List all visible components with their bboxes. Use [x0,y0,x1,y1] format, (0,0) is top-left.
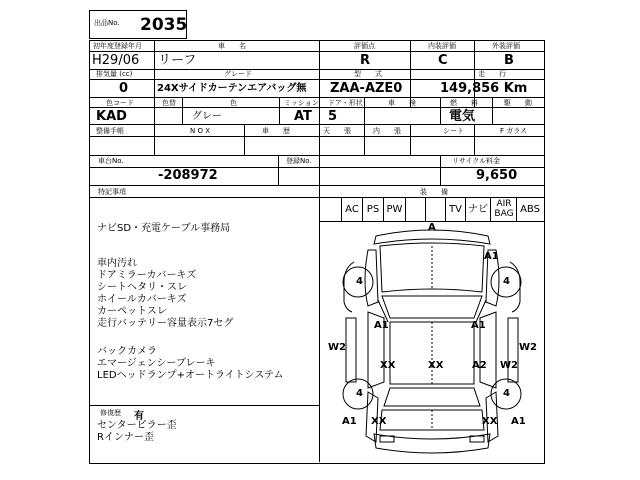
interior-grade-value: C [438,53,448,68]
mission-value: AT [294,109,312,124]
recycle-fee-value: 9,650 [476,168,518,183]
score-value: R [360,53,371,68]
nox-label: N O X [190,127,210,135]
damage-pillar-left: A1 [374,320,389,331]
interior-grade-label: 内装評価 [428,42,456,50]
note-item: バックカメラ [97,346,157,357]
exterior-grade-value: B [504,53,514,68]
fuel-value: 電気 [449,109,476,124]
damage-mid-left: XX [380,360,396,371]
note-item: エマージェンシーブレーキ [97,358,216,369]
first-registration-value: H29/06 [92,53,140,68]
notes-block-2 [97,258,233,330]
damage-bottom-xx-right: XX [482,416,498,427]
note-item: ドアミラーカバーキズ [97,270,197,281]
note-item: カーペットスレ [97,306,167,317]
damage-mid-right: XX [428,360,444,371]
note-item: 走行バッテリー容量表示7セグ [97,318,234,329]
grade-value: 24Xサイドカーテンエアバッグ無 [157,83,307,94]
note-line-1: ナビSD・充電ケーブル事務局 [97,223,231,234]
equip-pw: PW [386,204,403,215]
score-label: 評価点 [354,42,375,50]
damage-front: A [428,222,436,233]
front-glass-label: F ガラス [500,127,528,135]
color-label: 色 [230,99,237,107]
history-label: 車 歴 [262,127,290,135]
chassis-value: -208972 [158,168,218,183]
equip-navi: ナビ [468,204,488,215]
first-registration-label: 初年度登録年月 [93,42,142,50]
exterior-grade-label: 外装評価 [492,42,520,50]
repair-lines [97,420,177,444]
doors-label: ドア・形状 [328,99,363,107]
equip-tv: TV [449,204,462,215]
doors-value: 5 [328,109,338,124]
damage-bottom-xx-left: XX [371,416,387,427]
lot-box [89,10,187,39]
note-item: 車内汚れ [97,258,137,269]
displacement-label: 排気量 (cc) [96,70,133,78]
chassis-label: 車台No. [98,157,124,165]
damage-rear-right: A2 [472,360,487,371]
repair-item: Rインナー歪 [97,432,154,443]
lot-label: 出品No. [94,19,120,27]
damage-wheel-fr: 4 [503,276,510,287]
grade-label: グレード [224,70,252,78]
seat-label: シート [443,127,464,135]
color-value: グレー [192,111,222,122]
note-item: ホイールカバーキズ [97,294,187,305]
lot-number: 2035 [140,15,188,35]
mileage-value: 149,856 Km [440,81,528,96]
color-code-label: 色コード [106,99,134,107]
repair-history-label: 修復歴 [100,409,121,417]
damage-front-right: A1 [484,251,499,262]
damage-pillar-right: A1 [471,320,486,331]
displacement-value: 0 [119,81,129,96]
color-change-label: 色替 [162,99,176,107]
note-item: LEDヘッドランプ+オートライトシステム [97,370,284,381]
equip-ps: PS [366,204,380,215]
damage-bottom-a1-left: A1 [342,416,357,427]
damage-bottom-a1-right: A1 [511,416,526,427]
mileage-label: 走 行 [478,70,506,78]
inspection-label: 車 検 [388,99,416,107]
maintenance-book-label: 整備手帳 [96,127,124,135]
equip-airbag: AIR BAG [494,199,514,219]
roof-lining-label: 天 張 [323,127,351,135]
repair-history-value: 有 [134,411,144,422]
equipment-header: 装 備 [420,188,448,196]
color-code-value: KAD [96,109,127,124]
damage-rear-w2: W2 [500,360,518,371]
damage-side-left: W2 [328,342,346,353]
recycle-fee-label: リサイクル料金 [452,157,501,165]
mission-label: ミッション [284,99,319,107]
interior-lining-label: 内 張 [373,127,401,135]
equip-abs: ABS [520,204,540,215]
note-item: シートヘタリ・スレ [97,282,187,293]
notes-header: 特記事項 [98,188,126,196]
damage-wheel-fl: 4 [356,276,363,287]
registration-label: 登録No. [286,157,312,165]
repair-item: センターピラー歪 [97,420,177,431]
model-code-label: 型 式 [354,70,382,78]
fuel-label: 燃 料 [450,99,478,107]
damage-side-right: W2 [519,342,537,353]
model-code-value: ZAA-AZE0 [330,81,403,96]
car-name-label: 車 名 [218,42,246,50]
damage-wheel-rl: 4 [356,388,363,399]
equip-ac: AC [345,204,359,215]
car-name-value: リーフ [158,53,197,68]
damage-wheel-rr: 4 [503,388,510,399]
drive-label: 駆 動 [504,99,532,107]
notes-block-3 [97,346,284,382]
